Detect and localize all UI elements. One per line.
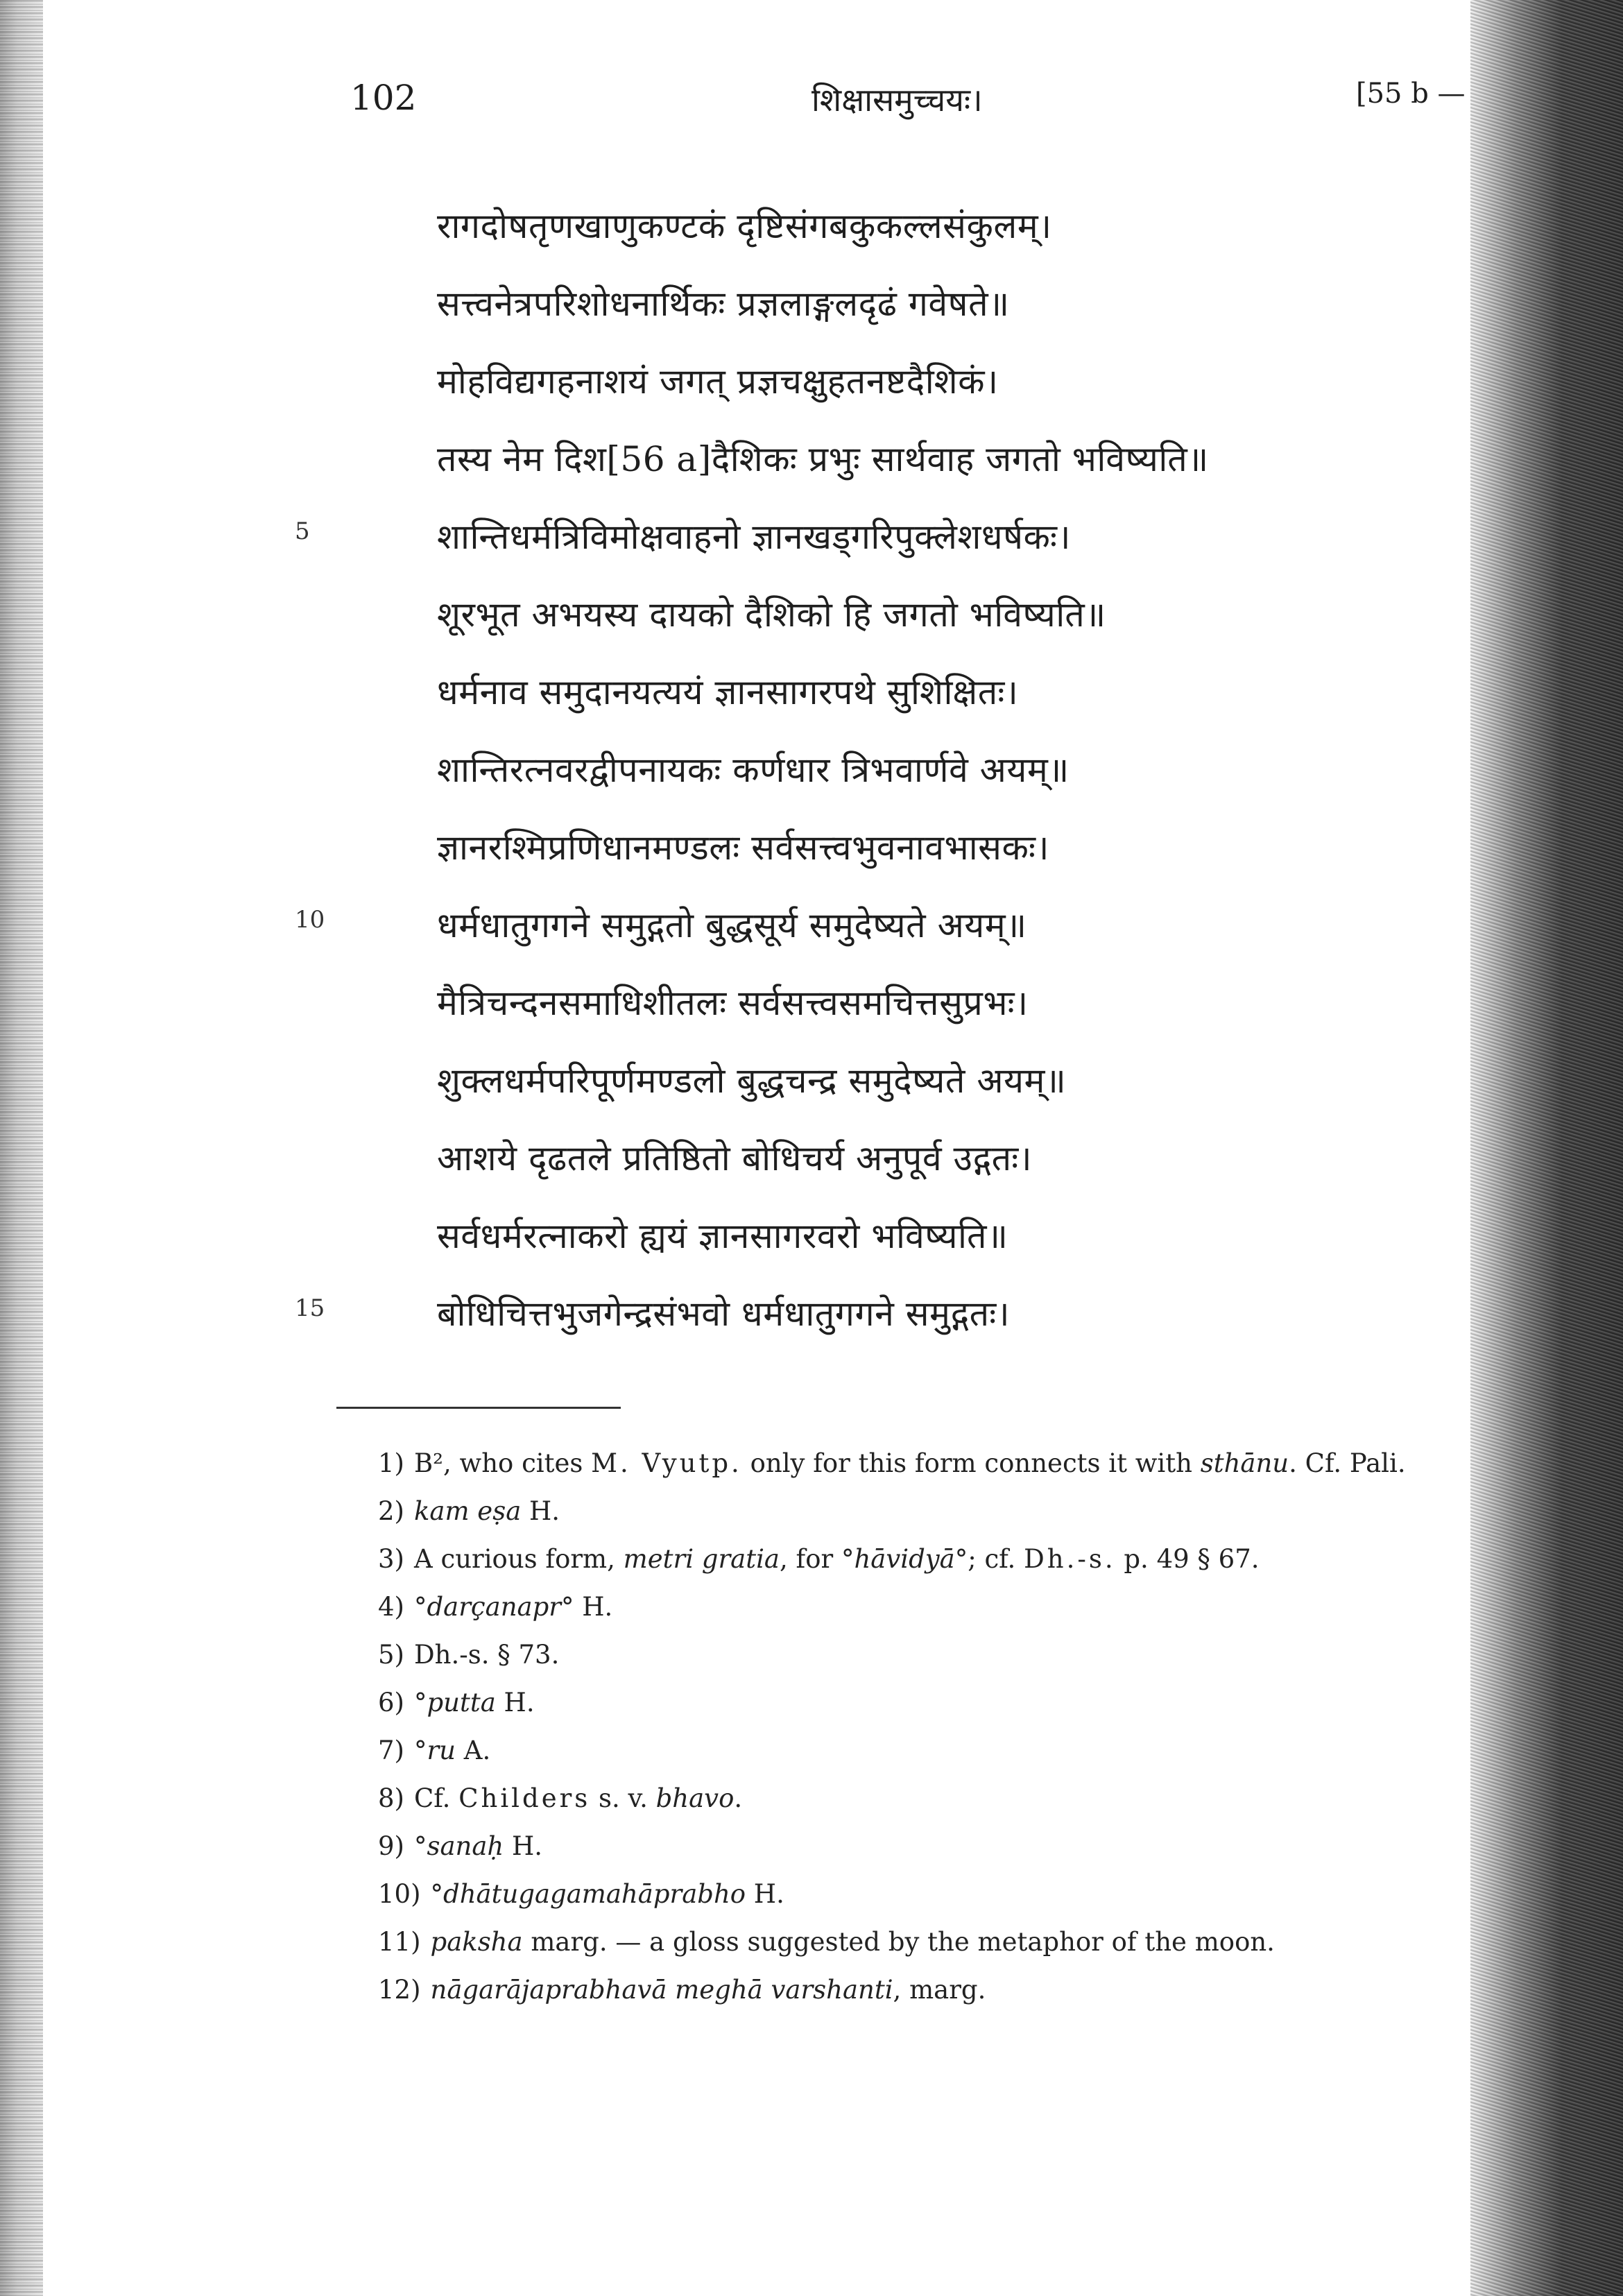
footnote-text: ° <box>413 1688 427 1717</box>
verse-line: मोहविद्यगहनाशयं जगत् प्रज्ञचक्षुहतनष्टदैशिकं। <box>437 361 999 402</box>
footnote-text: kam eṣa <box>413 1496 522 1526</box>
footnote-number: 5) <box>378 1640 404 1670</box>
footnote-text: H. <box>521 1496 560 1526</box>
footnote <box>378 1631 1460 1679</box>
verse-line: ज्ञानरश्मिप्रणिधानमण्डलः सर्वसत्त्वभुवनावभासकः। <box>437 828 1049 868</box>
footnote-text: H. <box>495 1688 535 1717</box>
verse-block <box>437 187 1512 1353</box>
footnote-text: ° <box>413 1736 427 1765</box>
footnote-text: hāvidyā <box>854 1544 955 1574</box>
footnote <box>378 1439 1460 1487</box>
footnote-number: 10) <box>378 1879 421 1909</box>
verse-line: शुक्लधर्मपरिपूर्णमण्डलो बुद्धचन्द्र समुदेष्यते अयम्॥ <box>437 1061 1067 1101</box>
footnote <box>378 1583 1460 1631</box>
footnote <box>378 1535 1460 1583</box>
footnote-text: Dh.-s. § 73. <box>413 1640 560 1670</box>
footnote-text: ° H. <box>560 1592 613 1622</box>
footnote-text: , marg. <box>893 1975 986 2005</box>
verse-line: मैत्रिचन्दनसमाधिशीतलः सर्वसत्त्वसमचित्तसुप्रभः। <box>437 983 1029 1023</box>
footnote-number: 4) <box>378 1592 404 1622</box>
footnote-text: H. <box>504 1831 543 1861</box>
footnote-text: . Cf. Pali. <box>1289 1448 1406 1478</box>
footnote-text: B², who cites <box>413 1448 592 1478</box>
footnote-text: only for this form connects it with <box>741 1448 1201 1478</box>
footnote-text: sthānu <box>1200 1448 1289 1478</box>
footnote-number: 7) <box>378 1736 404 1765</box>
footnote <box>378 1679 1460 1727</box>
page-number: 102 <box>350 78 417 118</box>
verse-line: सर्वधर्मरत्नाकरो ह्ययं ज्ञानसागरवरो भविष्यति॥ <box>437 1216 1008 1256</box>
footnote-number: 1) <box>378 1448 404 1478</box>
footnote-text: marg. — a gloss suggested by the metaphor of the moon. <box>522 1927 1275 1957</box>
footnote-text: , for ° <box>780 1544 855 1574</box>
footnote <box>378 1487 1460 1535</box>
footnote <box>378 1822 1460 1870</box>
verse-line: सत्त्वनेत्रपरिशोधनार्थिकः प्रज्ञलाङ्गलदृढं गवेषते॥ <box>437 284 1010 324</box>
verse-line: शूरभूत अभयस्य दायको दैशिको हि जगतो भविष्यति॥ <box>437 594 1106 635</box>
footnote-number: 11) <box>378 1927 421 1957</box>
footnote <box>378 1918 1460 1966</box>
footnote-number: 2) <box>378 1496 404 1526</box>
footnote-text: dhātugagamahāprabho <box>443 1879 746 1909</box>
footnote-number: 9) <box>378 1831 404 1861</box>
footnote-text: H. <box>746 1879 784 1909</box>
footnote-text: M. Vyutp. <box>591 1448 742 1478</box>
footnote <box>378 1870 1460 1918</box>
footnote <box>378 1727 1460 1774</box>
footnote-text: putta <box>427 1688 496 1717</box>
footnote-text: ° <box>413 1592 427 1622</box>
footnote-number: 12) <box>378 1975 421 2005</box>
verse-line: रागदोषतृणखाणुकण्टकं दृष्टिसंगबकुकल्लसंकुलम्। <box>437 206 1052 246</box>
footnote-text: darçanapr <box>427 1592 561 1622</box>
footnote-text: Childers <box>458 1783 591 1813</box>
verse-line: धर्मधातुगगने समुद्गतो बुद्धसूर्य समुदेष्यते अयम्॥ <box>437 905 1027 945</box>
footnote-text: p. 49 § 67. <box>1115 1544 1260 1574</box>
verse-line: शान्तिधर्मत्रिविमोक्षवाहनो ज्ञानखड्गरिपुक्लेशधर्षकः। <box>437 517 1071 557</box>
footnote-text: metri gratia <box>623 1544 780 1574</box>
line-number: 5 <box>295 517 310 545</box>
verse-line: शान्तिरत्नवरद्वीपनायकः कर्णधार त्रिभवार्णवे अयम्॥ <box>437 750 1070 790</box>
footnote-text: nāgarājaprabhavā meghā varshanti <box>430 1975 893 2005</box>
footnote-number: 3) <box>378 1544 404 1574</box>
footnote-text: °; cf. <box>954 1544 1024 1574</box>
footnote-text: A curious form, <box>413 1544 624 1574</box>
footnote-text: Dh.-s. <box>1024 1544 1116 1574</box>
footnote-text: Cf. <box>413 1783 459 1813</box>
footnote-text: sanaḥ <box>427 1831 504 1861</box>
running-title: शिक्षासमुच्चयः। <box>812 81 983 119</box>
footnote-text: ° <box>430 1879 444 1909</box>
footnote-number: 6) <box>378 1688 404 1717</box>
verse-line: आशये दृढतले प्रतिष्ठितो बोधिचर्य अनुपूर्व उद्गतः। <box>437 1138 1033 1179</box>
footnote-divider <box>336 1407 621 1409</box>
verse-line: तस्य नेम दिश[56 a]दैशिकः प्रभुः सार्थवाह जगतो भविष्यति॥ <box>437 439 1209 479</box>
footnote-text: bhavo <box>655 1783 735 1813</box>
line-number: 15 <box>295 1294 325 1322</box>
footnote-text: s. v. <box>590 1783 656 1813</box>
footnote-text: A. <box>456 1736 491 1765</box>
footnote-number: 8) <box>378 1783 404 1813</box>
footnote <box>378 1966 1460 2014</box>
footnotes <box>378 1439 1460 2014</box>
line-number: 10 <box>295 906 325 934</box>
footnote-text: ° <box>413 1831 427 1861</box>
verse-line: बोधिचित्तभुजगेन्द्रसंभवो धर्मधातुगगने समुद्गतः। <box>437 1294 1011 1334</box>
scan-gutter-left <box>0 0 43 2296</box>
section-reference: [55 b — <box>1356 78 1466 110</box>
footnote-text: ru <box>427 1736 456 1765</box>
footnote-text: . <box>734 1783 743 1813</box>
verse-line: धर्मनाव समुदानयत्ययं ज्ञानसागरपथे सुशिक्षितः। <box>437 672 1019 712</box>
footnote-text: paksha <box>430 1927 523 1957</box>
footnote <box>378 1774 1460 1822</box>
